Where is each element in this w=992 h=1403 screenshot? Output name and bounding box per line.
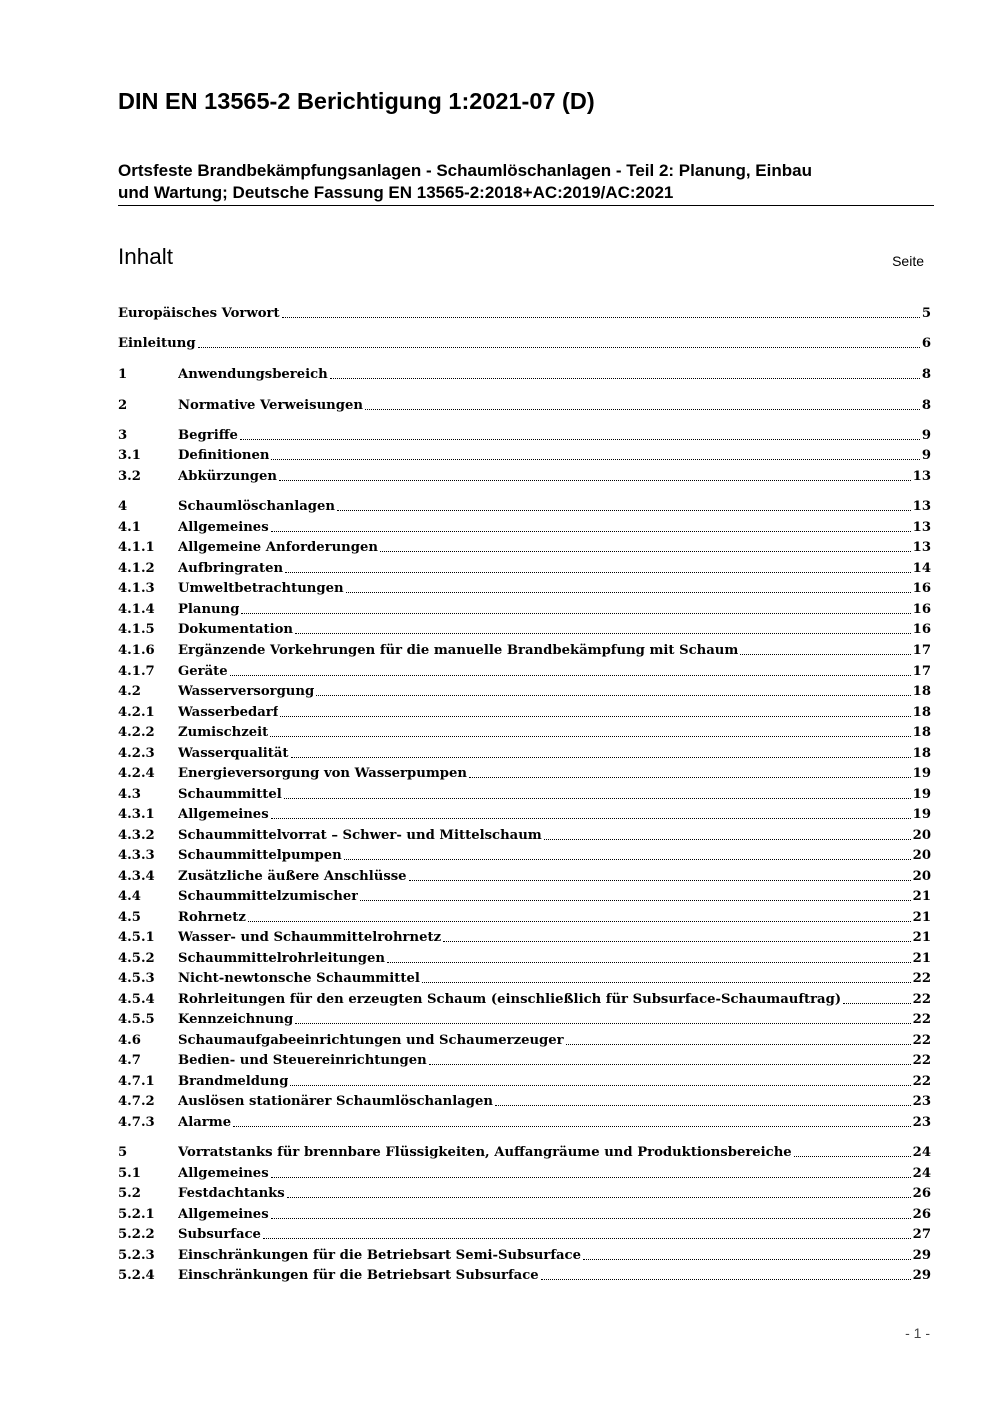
toc-entry-page: 6 xyxy=(921,336,931,351)
toc-dot-leader xyxy=(443,941,911,942)
toc-entry-page: 22 xyxy=(912,971,931,986)
toc-entry-title: Einschränkungen für die Betriebsart Subsurface xyxy=(178,1268,539,1283)
toc-entry-page: 22 xyxy=(912,1074,931,1089)
toc-entry-number: 4.1.1 xyxy=(118,540,155,555)
page-number: - 1 - xyxy=(905,1325,930,1341)
toc-entry-number: 4.2 xyxy=(118,684,141,699)
toc-dot-leader xyxy=(270,736,910,737)
toc-dot-leader xyxy=(240,439,920,440)
toc-entry[interactable] xyxy=(118,783,931,803)
toc-entry-number: 4.1.4 xyxy=(118,602,155,617)
toc-entry-page: 22 xyxy=(912,1033,931,1048)
toc-entry[interactable] xyxy=(118,1049,931,1069)
toc-entry-page: 27 xyxy=(912,1227,931,1242)
toc-dot-leader xyxy=(380,551,911,552)
toc-dot-leader xyxy=(285,572,911,573)
toc-dot-leader xyxy=(422,982,911,983)
toc-entry-title: Schaummittel xyxy=(178,787,282,802)
toc-dot-leader xyxy=(360,900,910,901)
toc-entry-page: 13 xyxy=(912,520,931,535)
toc-entry-number: 4.7 xyxy=(118,1053,141,1068)
toc-entry-number: 4.1.5 xyxy=(118,622,155,637)
toc-entry[interactable] xyxy=(118,639,931,659)
toc-entry-title: Wasserbedarf xyxy=(178,705,279,720)
toc-entry-title: Wasser- und Schaummittelrohrnetz xyxy=(178,930,442,945)
toc-entry[interactable] xyxy=(118,495,931,515)
toc-entry[interactable] xyxy=(118,577,931,597)
toc-dot-leader xyxy=(279,480,911,481)
title-divider xyxy=(118,205,934,206)
toc-dot-leader xyxy=(271,531,911,532)
toc-entry-page: 13 xyxy=(912,469,931,484)
toc-entry[interactable] xyxy=(118,762,931,782)
toc-dot-leader xyxy=(387,962,911,963)
toc-entry-title: Vorratstanks für brennbare Flüssigkeiten, Auffangräume und Produktionsbereiche xyxy=(178,1145,792,1160)
toc-dot-leader xyxy=(365,409,920,410)
toc-entry[interactable] xyxy=(118,598,931,618)
toc-entry[interactable] xyxy=(118,516,931,536)
toc-entry[interactable] xyxy=(118,1182,931,1202)
toc-dot-leader xyxy=(271,818,911,819)
toc-dot-leader xyxy=(337,510,911,511)
document-subtitle: Ortsfeste Brandbekämpfungsanlagen - Schaumlöschanlagen - Teil 2: Planung, Einbau und Wartung; Deutsche Fassung EN 13565-2:2018+AC:2019/AC:2021 xyxy=(118,161,812,202)
toc-entry[interactable] xyxy=(118,1111,931,1131)
toc-dot-leader xyxy=(287,1197,911,1198)
toc-entry-title: Umweltbetrachtungen xyxy=(178,581,344,596)
toc-dot-leader xyxy=(271,1177,911,1178)
toc-dot-leader xyxy=(241,613,910,614)
toc-entry-page: 24 xyxy=(912,1145,931,1160)
toc-entry-page: 13 xyxy=(912,499,931,514)
toc-entry-number: 3 xyxy=(118,428,128,443)
toc-dot-leader xyxy=(233,1126,911,1127)
toc-entry-title: Normative Verweisungen xyxy=(178,398,363,413)
toc-entry-number: 2 xyxy=(118,398,128,413)
toc-entry-page: 20 xyxy=(912,869,931,884)
toc-entry-number: 4.1 xyxy=(118,520,141,535)
toc-dot-leader xyxy=(284,798,911,799)
toc-entry[interactable] xyxy=(118,967,931,987)
toc-dot-leader xyxy=(290,1085,910,1086)
toc-entry-page: 29 xyxy=(912,1248,931,1263)
toc-entry-number: 4.5.1 xyxy=(118,930,155,945)
toc-dot-leader xyxy=(271,459,919,460)
toc-entry-title: Planung xyxy=(178,602,240,617)
toc-entry-page: 26 xyxy=(912,1186,931,1201)
toc-entry-number: 5.2.4 xyxy=(118,1268,155,1283)
toc-entry[interactable] xyxy=(118,332,931,352)
toc-dot-leader xyxy=(843,1003,911,1004)
toc-entry-page: 23 xyxy=(912,1115,931,1130)
toc-entry-page: 8 xyxy=(921,367,931,382)
toc-entry-page: 29 xyxy=(912,1268,931,1283)
toc-entry-title: Europäisches Vorwort xyxy=(118,306,280,321)
toc-entry-number: 4.3.1 xyxy=(118,807,155,822)
toc-entry-page: 26 xyxy=(912,1207,931,1222)
toc-entry-page: 9 xyxy=(921,428,931,443)
toc-entry[interactable] xyxy=(118,680,931,700)
toc-entry-number: 4 xyxy=(118,499,128,514)
toc-entry-number: 5 xyxy=(118,1145,128,1160)
toc-entry-number: 4.1.2 xyxy=(118,561,155,576)
toc-entry[interactable] xyxy=(118,424,931,444)
toc-entry-title: Zusätzliche äußere Anschlüsse xyxy=(178,869,407,884)
toc-entry-title: Begriffe xyxy=(178,428,238,443)
toc-entry-number: 5.1 xyxy=(118,1166,141,1181)
toc-entry-title: Nicht-newtonsche Schaummittel xyxy=(178,971,420,986)
toc-entry-title: Geräte xyxy=(178,664,228,679)
toc-entry-number: 5.2 xyxy=(118,1186,141,1201)
document-title: DIN EN 13565-2 Berichtigung 1:2021-07 (D) xyxy=(118,88,595,114)
toc-entry-number: 4.3.2 xyxy=(118,828,155,843)
toc-entry[interactable] xyxy=(118,1090,931,1110)
toc-entry-page: 20 xyxy=(912,848,931,863)
toc-entry-number: 5.2.1 xyxy=(118,1207,155,1222)
toc-entry-title: Schaummittelrohrleitungen xyxy=(178,951,385,966)
toc-entry-title: Schaummittelzumischer xyxy=(178,889,359,904)
toc-entry-page: 19 xyxy=(912,766,931,781)
toc-entry-title: Kennzeichnung xyxy=(178,1012,294,1027)
toc-entry-page: 17 xyxy=(912,643,931,658)
toc-entry[interactable] xyxy=(118,865,931,885)
toc-entry-title: Allgemeines xyxy=(178,807,269,822)
toc-entry-title: Ergänzende Vorkehrungen für die manuelle Brandbekämpfung mit Schaum xyxy=(178,643,739,658)
toc-entry-page: 22 xyxy=(912,1053,931,1068)
toc-dot-leader xyxy=(794,1156,911,1157)
toc-entry[interactable] xyxy=(118,1029,931,1049)
toc-entry-title: Dokumentation xyxy=(178,622,294,637)
toc-entry-title: Aufbringraten xyxy=(178,561,284,576)
toc-entry-number: 4.3 xyxy=(118,787,141,802)
toc-dot-leader xyxy=(583,1259,911,1260)
toc-entry[interactable] xyxy=(118,926,931,946)
toc-entry-number: 4.7.3 xyxy=(118,1115,155,1130)
toc-entry[interactable] xyxy=(118,1162,931,1182)
toc-entry[interactable] xyxy=(118,1244,931,1264)
toc-entry-number: 4.7.1 xyxy=(118,1074,155,1089)
toc-entry-page: 22 xyxy=(912,1012,931,1027)
toc-entry-page: 16 xyxy=(912,581,931,596)
toc-entry-number: 3.2 xyxy=(118,469,141,484)
toc-entry-title: Allgemeines xyxy=(178,1207,269,1222)
toc-entry-title: Energieversorgung von Wasserpumpen xyxy=(178,766,467,781)
toc-heading: Inhalt xyxy=(118,244,174,269)
toc-entry-number: 4.2.1 xyxy=(118,705,155,720)
toc-entry-page: 19 xyxy=(912,807,931,822)
toc-entry-title: Brandmeldung xyxy=(178,1074,289,1089)
toc-entry-title: Allgemeines xyxy=(178,520,269,535)
toc-dot-leader xyxy=(541,1279,911,1280)
toc-dot-leader xyxy=(344,859,911,860)
toc-entry[interactable] xyxy=(118,1223,931,1243)
toc-entry[interactable] xyxy=(118,302,931,322)
toc-dot-leader xyxy=(469,777,911,778)
toc-entry[interactable] xyxy=(118,363,931,383)
toc-entry-number: 4.4 xyxy=(118,889,141,904)
toc-entry-number: 4.5.3 xyxy=(118,971,155,986)
toc-entry[interactable] xyxy=(118,988,931,1008)
toc-entry-page: 22 xyxy=(912,992,931,1007)
toc-entry-number: 5.2.3 xyxy=(118,1248,155,1263)
toc-entry[interactable] xyxy=(118,701,931,721)
toc-dot-leader xyxy=(280,716,910,717)
toc-entry-title: Zumischzeit xyxy=(178,725,269,740)
toc-entry-number: 4.5 xyxy=(118,910,141,925)
toc-entry-title: Schaummittelpumpen xyxy=(178,848,342,863)
toc-entry[interactable] xyxy=(118,1203,931,1223)
toc-entry-title: Abkürzungen xyxy=(178,469,277,484)
toc-entry-title: Schaumlöschanlagen xyxy=(178,499,335,514)
toc-entry[interactable] xyxy=(118,844,931,864)
toc-entry-title: Festdachtanks xyxy=(178,1186,285,1201)
toc-dot-leader xyxy=(409,880,911,881)
toc-entry-number: 4.1.6 xyxy=(118,643,155,658)
toc-dot-leader xyxy=(544,839,911,840)
toc-dot-leader xyxy=(230,675,911,676)
toc-dot-leader xyxy=(291,757,911,758)
toc-dot-leader xyxy=(495,1105,911,1106)
toc-entry-page: 18 xyxy=(912,746,931,761)
toc-entry-page: 21 xyxy=(912,889,931,904)
toc-dot-leader xyxy=(271,1218,911,1219)
toc-dot-leader xyxy=(198,347,920,348)
toc-entry[interactable] xyxy=(118,906,931,926)
toc-entry[interactable] xyxy=(118,1070,931,1090)
toc-dot-leader xyxy=(282,317,920,318)
toc-entry-number: 4.3.3 xyxy=(118,848,155,863)
toc-entry-title: Rohrleitungen für den erzeugten Schaum (einschließlich für Subsurface-Schaumauftrag) xyxy=(178,992,842,1007)
toc-entry-number: 4.6 xyxy=(118,1033,141,1048)
toc-entry[interactable] xyxy=(118,1264,931,1284)
toc-dot-leader xyxy=(248,921,911,922)
toc-entry-number: 4.1.7 xyxy=(118,664,155,679)
toc-entry-title: Anwendungsbereich xyxy=(178,367,328,382)
toc-entry-title: Auslösen stationärer Schaumlöschanlagen xyxy=(178,1094,493,1109)
toc-entry[interactable] xyxy=(118,947,931,967)
toc-entry-page: 21 xyxy=(912,930,931,945)
toc-entry[interactable] xyxy=(118,536,931,556)
toc-entry-page: 8 xyxy=(921,398,931,413)
toc-entry-page: 9 xyxy=(921,448,931,463)
toc-dot-leader xyxy=(566,1044,911,1045)
toc-entry-number: 4.2.4 xyxy=(118,766,155,781)
toc-dot-leader xyxy=(295,1023,910,1024)
toc-entry[interactable] xyxy=(118,1008,931,1028)
toc-entry-number: 4.5.2 xyxy=(118,951,155,966)
toc-entry[interactable] xyxy=(118,742,931,762)
toc-entry-title: Definitionen xyxy=(178,448,270,463)
toc-entry-page: 20 xyxy=(912,828,931,843)
toc-entry-page: 21 xyxy=(912,951,931,966)
toc-entry-title: Wasserversorgung xyxy=(178,684,315,699)
toc-entry-page: 19 xyxy=(912,787,931,802)
toc-entry-page: 13 xyxy=(912,540,931,555)
toc-dot-leader xyxy=(295,633,911,634)
toc-dot-leader xyxy=(346,592,911,593)
toc-entry[interactable] xyxy=(118,885,931,905)
toc-entry[interactable] xyxy=(118,618,931,638)
toc-entry-page: 18 xyxy=(912,725,931,740)
toc-entry-page: 14 xyxy=(912,561,931,576)
toc-entry-number: 4.7.2 xyxy=(118,1094,155,1109)
toc-entry-number: 5.2.2 xyxy=(118,1227,155,1242)
toc-page-label: Seite xyxy=(892,253,924,269)
toc-entry-page: 18 xyxy=(912,705,931,720)
toc-entry[interactable] xyxy=(118,1141,931,1161)
toc-entry-number: 4.3.4 xyxy=(118,869,155,884)
toc-entry[interactable] xyxy=(118,721,931,741)
toc-entry-number: 4.2.3 xyxy=(118,746,155,761)
toc-entry-title: Allgemeines xyxy=(178,1166,269,1181)
toc-entry-title: Wasserqualität xyxy=(178,746,289,761)
toc-entry-title: Einschränkungen für die Betriebsart Semi-Subsurface xyxy=(178,1248,581,1263)
toc-entry-number: 4.1.3 xyxy=(118,581,155,596)
toc-dot-leader xyxy=(330,378,920,379)
toc-entry[interactable] xyxy=(118,803,931,823)
toc-entry-page: 24 xyxy=(912,1166,931,1181)
toc-entry[interactable] xyxy=(118,557,931,577)
toc-dot-leader xyxy=(263,1238,911,1239)
toc-entry-number: 4.2.2 xyxy=(118,725,155,740)
toc-entry-title: Alarme xyxy=(178,1115,232,1130)
toc-entry-number: 4.5.4 xyxy=(118,992,155,1007)
toc-dot-leader xyxy=(740,654,910,655)
toc-dot-leader xyxy=(429,1064,911,1065)
toc-entry-title: Rohrnetz xyxy=(178,910,246,925)
toc-entry-title: Schaumaufgabeeinrichtungen und Schaumerzeuger xyxy=(178,1033,564,1048)
toc-entry-number: 1 xyxy=(118,367,128,382)
toc-entry-page: 23 xyxy=(912,1094,931,1109)
toc-entry-title: Subsurface xyxy=(178,1227,261,1242)
toc-entry-number: 4.5.5 xyxy=(118,1012,155,1027)
toc-entry-page: 18 xyxy=(912,684,931,699)
toc-entry-title: Allgemeine Anforderungen xyxy=(178,540,378,555)
toc-entry-title: Schaummittelvorrat – Schwer- und Mittelschaum xyxy=(178,828,542,843)
toc-entry[interactable] xyxy=(118,465,931,485)
toc-entry-number: 3.1 xyxy=(118,448,141,463)
toc-dot-leader xyxy=(316,695,910,696)
toc-entry-title: Bedien- und Steuereinrichtungen xyxy=(178,1053,427,1068)
toc-entry-page: 16 xyxy=(912,622,931,637)
toc-entry[interactable] xyxy=(118,660,931,680)
toc-entry-title: Einleitung xyxy=(118,336,196,351)
toc-entry[interactable] xyxy=(118,444,931,464)
toc-entry-page: 17 xyxy=(912,664,931,679)
toc-entry[interactable] xyxy=(118,824,931,844)
toc-entry[interactable] xyxy=(118,394,931,414)
toc-entry-page: 16 xyxy=(912,602,931,617)
toc-entry-page: 5 xyxy=(921,306,931,321)
toc-entry-page: 21 xyxy=(912,910,931,925)
